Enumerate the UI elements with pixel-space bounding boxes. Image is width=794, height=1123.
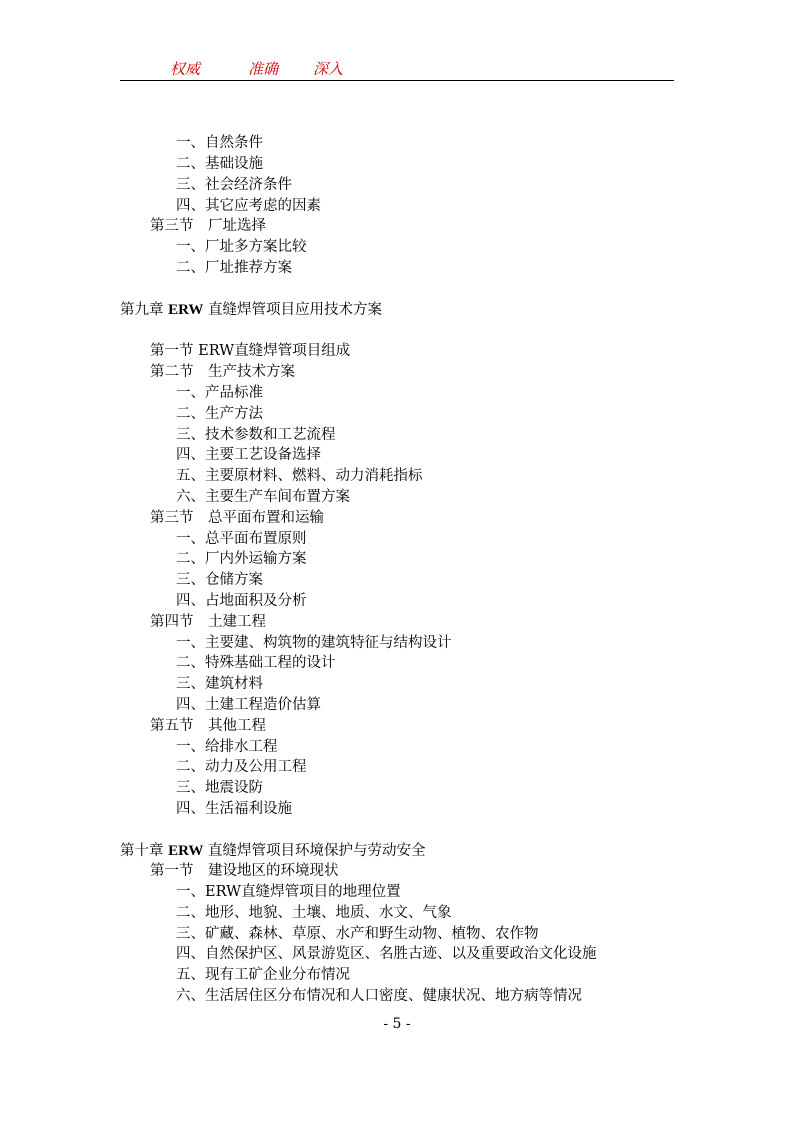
toc-section[interactable]: 第五节 其他工程 [150, 718, 266, 734]
chapter-title: 直缝焊管项目环境保护与劳动安全 [208, 843, 426, 859]
toc-item[interactable]: 一、主要建、构筑物的建筑特征与结构设计 [176, 635, 452, 651]
toc-item[interactable]: 二、基础设施 [176, 156, 263, 172]
chapter-abbr: ERW [168, 843, 204, 859]
toc-item[interactable]: 二、地形、地貌、土壤、地质、水文、气象 [176, 905, 452, 921]
toc-section[interactable]: 第四节 土建工程 [150, 614, 266, 630]
toc-section[interactable]: 第三节 厂址选择 [150, 218, 266, 234]
toc-item[interactable]: 一、ERW直缝焊管项目的地理位置 [176, 884, 401, 900]
toc-item[interactable]: 一、给排水工程 [176, 739, 278, 755]
toc-item[interactable]: 四、生活福利设施 [176, 801, 292, 817]
chapter-number: 第十章 [120, 843, 164, 859]
toc-item[interactable]: 四、土建工程造价估算 [176, 697, 321, 713]
page-header [120, 56, 674, 81]
toc-item[interactable]: 五、主要原材料、燃料、动力消耗指标 [176, 468, 423, 484]
toc-item[interactable]: 四、其它应考虑的因素 [176, 198, 321, 214]
chapter-number: 第九章 [120, 302, 164, 318]
toc-section[interactable]: 第一节 ERW直缝焊管项目组成 [150, 343, 351, 359]
toc-item[interactable]: 一、产品标准 [176, 385, 263, 401]
toc-item[interactable]: 一、自然条件 [176, 135, 263, 151]
toc-item[interactable]: 六、生活居住区分布情况和人口密度、健康状况、地方病等情况 [176, 988, 582, 1004]
toc-item[interactable]: 二、厂内外运输方案 [176, 551, 307, 567]
toc-item[interactable]: 五、现有工矿企业分布情况 [176, 967, 350, 983]
toc-item[interactable]: 三、地震设防 [176, 780, 263, 796]
toc-item[interactable]: 三、社会经济条件 [176, 177, 292, 193]
toc-section[interactable]: 第三节 总平面布置和运输 [150, 510, 324, 526]
toc-item[interactable]: 三、矿藏、森林、草原、水产和野生动物、植物、农作物 [176, 926, 539, 942]
header-word-accurate: 准确 [248, 60, 279, 78]
toc-item[interactable]: 四、占地面积及分析 [176, 593, 307, 609]
toc-item[interactable]: 六、主要生产车间布置方案 [176, 489, 350, 505]
header-word-authority: 权威 [170, 60, 201, 78]
page-number: - 5 - [383, 1016, 411, 1032]
toc-item[interactable]: 一、总平面布置原则 [176, 531, 307, 547]
toc-item[interactable]: 二、特殊基础工程的设计 [176, 655, 336, 671]
toc-item[interactable]: 二、生产方法 [176, 406, 263, 422]
toc-item[interactable]: 二、厂址推荐方案 [176, 260, 292, 276]
toc-item[interactable]: 四、主要工艺设备选择 [176, 447, 321, 463]
toc-chapter-10[interactable] [120, 841, 426, 861]
toc-item[interactable]: 二、动力及公用工程 [176, 759, 307, 775]
chapter-abbr: ERW [168, 302, 204, 318]
toc-item[interactable]: 三、建筑材料 [176, 676, 263, 692]
chapter-title: 直缝焊管项目应用技术方案 [208, 302, 383, 318]
toc-chapter-9[interactable] [120, 300, 382, 320]
toc-section[interactable]: 第二节 生产技术方案 [150, 364, 295, 380]
header-word-in-depth: 深入 [313, 60, 344, 78]
toc-item[interactable]: 一、厂址多方案比较 [176, 239, 307, 255]
toc-item[interactable]: 三、技术参数和工艺流程 [176, 427, 336, 443]
toc-item[interactable]: 四、自然保护区、风景游览区、名胜古迹、以及重要政治文化设施 [176, 946, 597, 962]
toc-item[interactable]: 三、仓储方案 [176, 572, 263, 588]
toc-section[interactable]: 第一节 建设地区的环境现状 [150, 863, 339, 879]
